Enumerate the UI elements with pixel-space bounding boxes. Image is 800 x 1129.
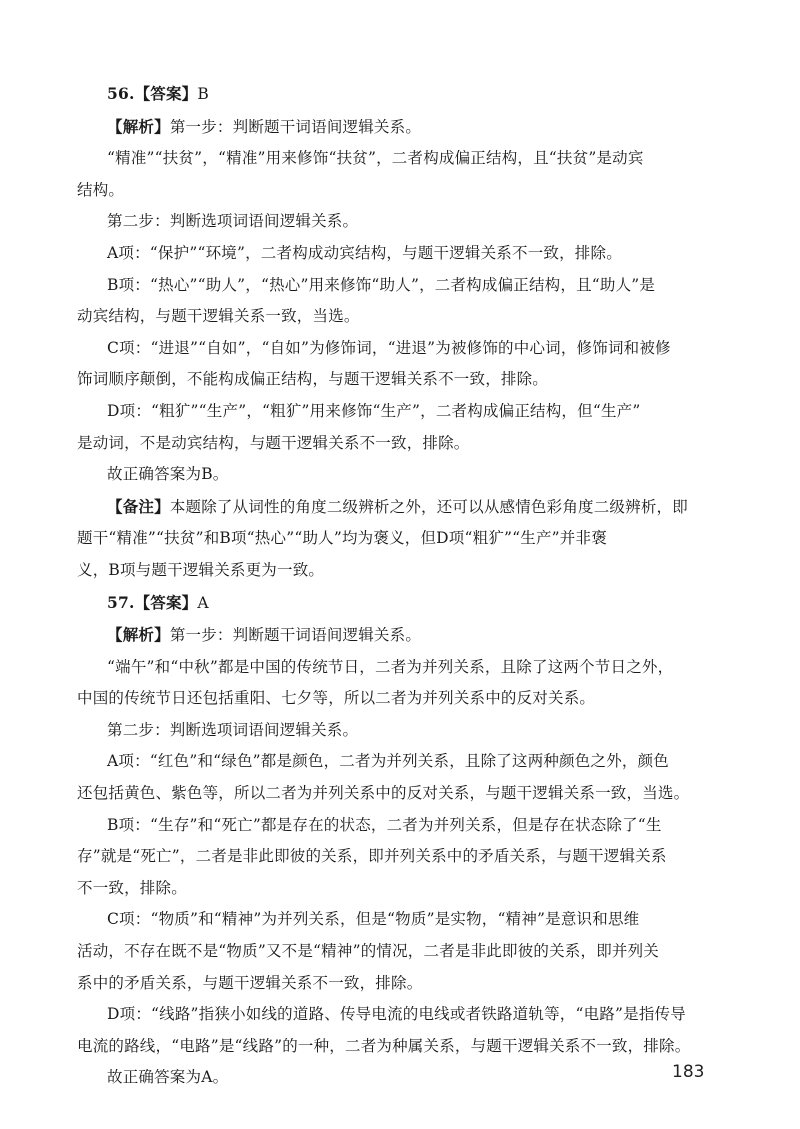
line-heading: 57.【答案】 xyxy=(107,592,198,612)
line-text: D项：“粗犷”“生产”，“粗犷”用来修饰“生产”，二者构成偏正结构，但“生产” xyxy=(107,401,641,420)
text-line xyxy=(77,841,714,873)
line-text: 电流的路线，“电路”是“线路”的一种，二者为种属关系，与题干逻辑关系不一致，排除。 xyxy=(77,1036,691,1055)
line-text: 存”就是“死亡”，二者是非此即彼的关系，即并列关系中的矛盾关系，与题干逻辑关系 xyxy=(77,847,667,866)
line-text: 是动词，不是动宾结构，与题干逻辑关系不一致，排除。 xyxy=(77,433,470,452)
text-line xyxy=(77,143,714,175)
line-text: 系中的矛盾关系，与题干逻辑关系不一致，排除。 xyxy=(77,973,423,992)
text-line xyxy=(77,936,714,968)
line-text: 饰词顺序颠倒，不能构成偏正结构，与题干逻辑关系不一致，排除。 xyxy=(77,370,549,389)
line-text: 第一步：判断题干词语间逻辑关系。 xyxy=(169,117,422,136)
line-text: A项：“保护”“环境”，二者构成动宾结构，与题干逻辑关系不一致，排除。 xyxy=(107,243,622,262)
text-line xyxy=(77,301,714,333)
text-line xyxy=(77,238,714,270)
line-text: 本题除了从词性的角度二级辨析之外，还可以从感情色彩角度二级辨析，即 xyxy=(169,497,688,516)
text-line xyxy=(77,555,714,587)
page-body xyxy=(77,78,714,1094)
text-line xyxy=(77,364,714,396)
line-text: A xyxy=(197,593,209,612)
line-text: 不一致，排除。 xyxy=(77,878,187,897)
line-text: 第二步：判断选项词语间逻辑关系。 xyxy=(107,720,359,739)
text-line xyxy=(77,652,714,684)
line-text: “端午”和“中秋”都是中国的传统节日，二者为并列关系，且除了这两个节日之外， xyxy=(107,657,674,676)
text-line xyxy=(77,873,714,905)
text-line xyxy=(77,396,714,428)
line-text: B xyxy=(197,85,209,103)
text-line xyxy=(77,333,714,365)
text-line xyxy=(77,523,714,555)
text-line xyxy=(77,999,714,1031)
line-text: B项：“生存”和“死亡”都是存在的状态，二者为并列关系，但是存在状态除了“生 xyxy=(107,815,662,834)
text-line xyxy=(77,619,714,652)
text-line xyxy=(77,491,714,524)
text-line xyxy=(77,270,714,302)
text-line xyxy=(77,175,714,207)
text-line xyxy=(77,587,714,620)
line-text: 义，B项与题干逻辑关系更为一致。 xyxy=(77,560,325,579)
line-text: 结构。 xyxy=(77,180,125,199)
page-number: 183 xyxy=(672,1062,705,1082)
line-heading: 【解析】 xyxy=(107,625,170,645)
text-line xyxy=(77,78,714,111)
line-text: 还包括黄色、紫色等，所以二者为并列关系中的反对关系，与题干逻辑关系一致，当选。 xyxy=(77,784,690,803)
text-line xyxy=(77,428,714,460)
line-heading: 【备注】 xyxy=(107,496,170,516)
line-text: 第一步：判断题干词语间逻辑关系。 xyxy=(169,626,422,645)
text-line xyxy=(77,778,714,810)
line-text: 活动，不存在既不是“物质”又不是“精神”的情况，二者是非此即彼的关系，即并列关 xyxy=(77,942,659,961)
line-heading: 56.【答案】 xyxy=(107,84,198,103)
text-line xyxy=(77,206,714,238)
text-line xyxy=(77,683,714,715)
text-line xyxy=(77,715,714,747)
line-text: 故正确答案为A。 xyxy=(107,1068,229,1087)
text-line xyxy=(77,810,714,842)
line-text: C项：“物质”和“精神”为并列关系，但是“物质”是实物，“精神”是意识和思维 xyxy=(107,910,640,929)
line-text: 故正确答案为B。 xyxy=(107,465,229,484)
line-text: 题干“精准”“扶贫”和B项“热心”“助人”均为褒义，但D项“粗犷”“生产”并非褒 xyxy=(77,529,607,548)
line-text: C项：“进退”“自如”，“自如”为修饰词，“进退”为被修饰的中心词，修饰词和被修 xyxy=(107,338,671,357)
line-text: A项：“红色”和“绿色”都是颜色，二者为并列关系，且除了这两种颜色之外，颜色 xyxy=(107,752,669,771)
line-heading: 【解析】 xyxy=(107,116,170,136)
line-text: B项：“热心”“助人”，“热心”用来修饰“助人”，二者构成偏正结构，且“助人”是 xyxy=(107,275,656,294)
line-text: 第二步：判断选项词语间逻辑关系。 xyxy=(107,212,359,231)
text-line xyxy=(77,1062,714,1094)
text-line xyxy=(77,111,714,144)
text-line xyxy=(77,904,714,936)
text-line xyxy=(77,968,714,1000)
text-line xyxy=(77,1031,714,1063)
line-text: D项：“线路”指狭小如线的道路、传导电流的电线或者铁路道轨等，“电路”是指传导 xyxy=(107,1005,686,1024)
text-line xyxy=(77,746,714,778)
line-text: “精准”“扶贫”，“精准”用来修饰“扶贫”，二者构成偏正结构，且“扶贫”是动宾 xyxy=(107,149,644,168)
line-text: 中国的传统节日还包括重阳、七夕等，所以二者为并列关系中的反对关系。 xyxy=(77,689,596,708)
text-line xyxy=(77,459,714,491)
line-text: 动宾结构，与题干逻辑关系一致，当选。 xyxy=(77,307,360,326)
